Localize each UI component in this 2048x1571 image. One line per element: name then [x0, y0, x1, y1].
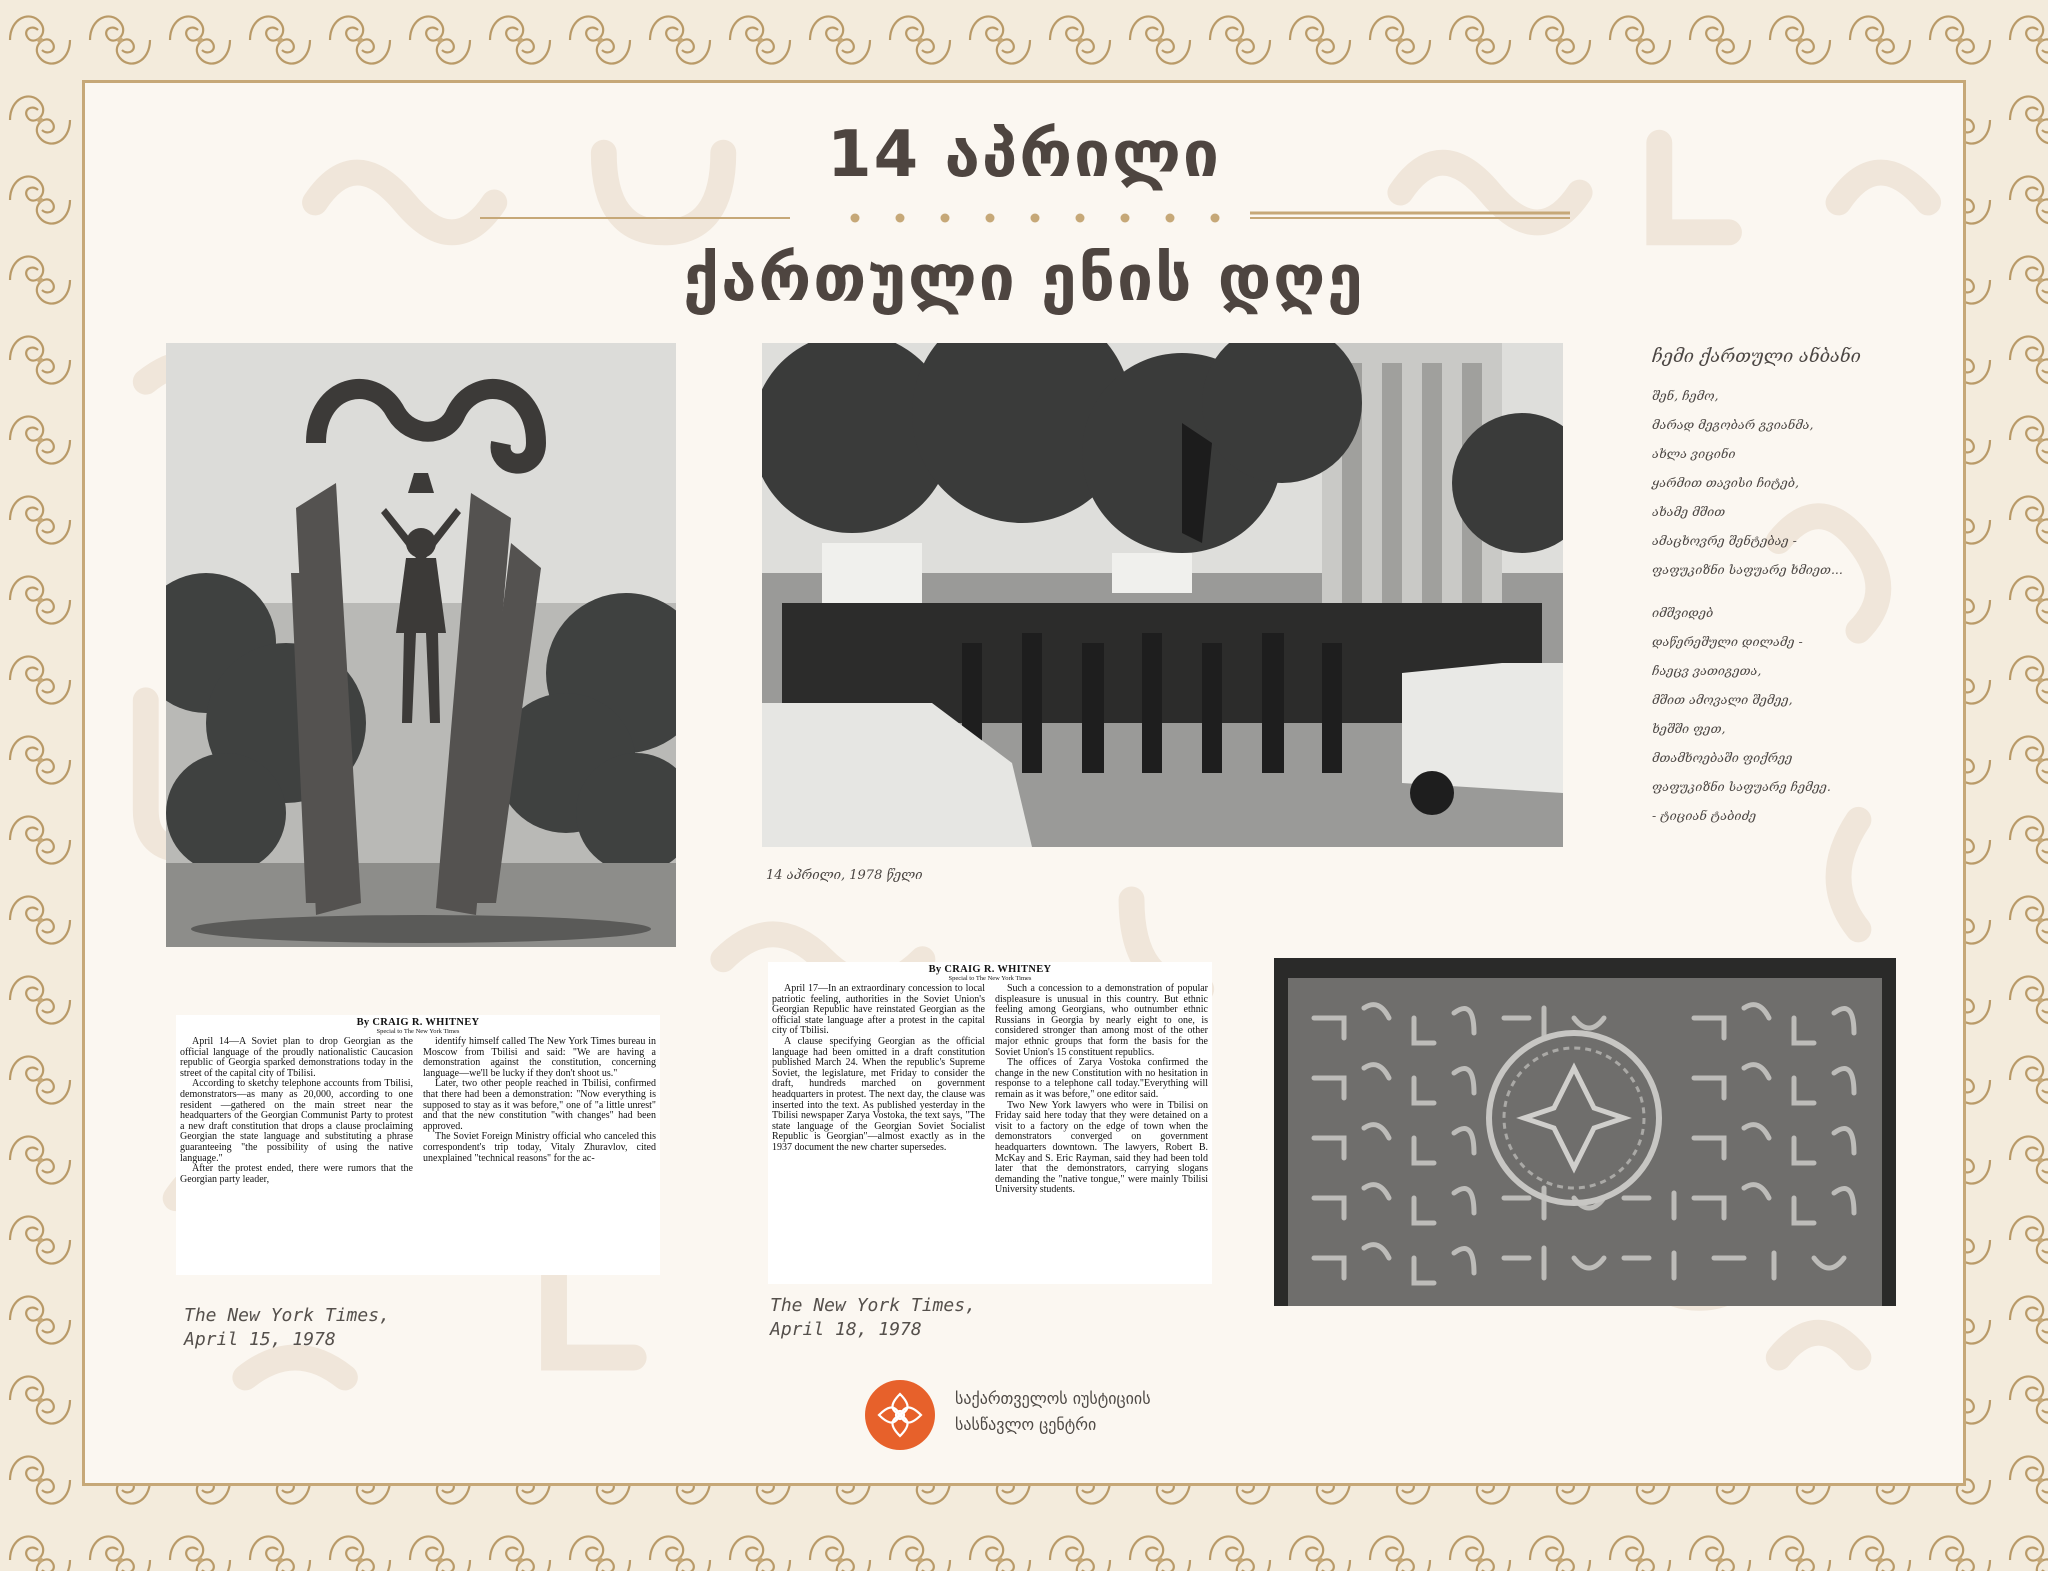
poem-line: მშით ამოვალი შემეე,	[1652, 692, 1793, 707]
org-line: სასწავლო ცენტრი	[955, 1415, 1097, 1434]
page-subtitle: ქართული ენის დღე	[683, 242, 1365, 316]
poem-line: ფაფუკიზნი საფუარე ჩემეე.	[1652, 779, 1831, 794]
inscription-photo	[1274, 958, 1896, 1306]
poem-line: ხეშში ფეთ,	[1652, 721, 1726, 736]
clipping-special: Special to The New York Times	[948, 975, 1032, 982]
poem	[1652, 346, 1912, 830]
clipping-paragraph: The offices of Zarya Vostoka confirmed the change in the new Constitution with no hesitation in response to a telephone call today."Everything will remain as it was before," one editor said.	[995, 1057, 1208, 1100]
poem-line: შენ, ჩემო,	[1652, 388, 1719, 403]
poem-line: მარად მეგობარ გვიანმა,	[1652, 417, 1814, 432]
poem-line: ჩაეცვ ვათიგეთა,	[1652, 663, 1762, 678]
clipping-column	[423, 1037, 656, 1185]
clipping-paragraph: After the protest ended, there were rumors that the Georgian party leader,	[180, 1163, 413, 1185]
clipping-paragraph: According to sketchy telephone accounts from Tbilisi, demonstrators—as many as 20,000, according to one resident —gathered on the main street near the headquarters of the Georgian Communist Party to protest a new draft constitution that drops a clause proclaiming Georgian the state language and substituting a phrase guaranteeing "the possibility of using the native language."	[180, 1078, 413, 1164]
caption-line: April 18, 1978	[770, 1319, 922, 1340]
poem-line: ფაფუკიზნი საფუარე ხმიეთ...	[1652, 562, 1843, 577]
clipping-column	[180, 1037, 413, 1185]
demonstration-image	[762, 343, 1563, 847]
clipping-column	[995, 984, 1208, 1196]
poem-line: იმშვიდებ	[1652, 605, 1714, 620]
clipping-paragraph: A clause specifying Georgian as the official language had been omitted in a draft constitution published March 24. When the republic's Supreme Soviet, the legislature, met Friday to consider the draft, hundreds marched on government headquarters in protest. The next day, the clause was inserted into the text. As published yesterday in the Tbilisi newspaper Zarya Vostoka, the text says, "The state language of the Georgian Soviet Socialist Republic is Georgian"—almost exactly as in the 1937 document the new charter supersedes.	[772, 1035, 985, 1153]
clipping-paragraph: identify himself called The New York Times bureau in Moscow from Tbilisi and said: "We are having a demonstration against the constitution, concerning language—we'll be lucky if they don't shoot us."	[423, 1036, 656, 1079]
clipping-special: Special to The New York Times	[376, 1028, 460, 1035]
clipping-left-caption	[184, 1304, 390, 1352]
clipping-paragraph: April 14—A Soviet plan to drop Georgian as the official language of the proudly nationalistic Caucasion republic of Georgia sparked demonstrations today in the street of the capital city of Tbilisi.	[180, 1036, 413, 1079]
ornament-icon	[865, 1380, 935, 1450]
page-title: 14 აპრილი	[827, 118, 1221, 192]
caption-line: April 15, 1978	[184, 1329, 336, 1350]
demonstration-caption: 14 აპრილი, 1978 წელი	[766, 868, 923, 883]
inscription-image	[1274, 958, 1896, 1306]
title-divider	[480, 208, 1570, 228]
poem-line: დაწერეშული დილამე -	[1652, 634, 1803, 649]
clipping-paragraph: April 17—In an extraordinary concession to local patriotic feeling, authorities in the Soviet Union's Georgian Republic have reinstated Georgian as the official state language after a protest in the capital city of Tbilisi.	[772, 983, 985, 1037]
monument-image	[166, 343, 676, 947]
poem-line: ახლა ვიცინი	[1652, 446, 1736, 461]
org-line: საქართველოს იუსტიციის	[955, 1389, 1151, 1408]
organization-name	[955, 1386, 1151, 1438]
organization-logo	[865, 1380, 935, 1450]
clipping-column	[772, 984, 985, 1196]
clipping-paragraph: Such a concession to a demonstration of popular displeasure is unusual in this country. But ethnic feeling among Georgians, who outnumber ethnic Russians in Georgia by nearly eight to one, is considered stronger than among most of the other major ethnic groups that form the basis for the Soviet Union's 15 constituent republics.	[995, 983, 1208, 1058]
poem-line: ახამე მშით	[1652, 504, 1726, 519]
poem-author: - ტიციან ტაბიძე	[1652, 808, 1757, 823]
clipping-byline: By CRAIG R. WHITNEY	[356, 1017, 480, 1028]
clipping-paragraph: Two New York lawyers who were in Tbilisi on Friday said here today that they were detained on a visit to a factory on the edge of town when the demonstrators converged on government headquarters downtown. The lawyers, Robert B. McKay and S. Eric Rayman, said they had been told later that the demonstrators, carrying slogans demanding the "native tongue," were mainly Tbilisi University students.	[995, 1099, 1208, 1196]
clipping-paragraph: Later, two other people reached in Tbilisi, confirmed that there had been a demonstration: "Now everything is supposed to stay as it was before," one of "a little unrest" and that the new constitution "with changes" had been approved.	[423, 1078, 656, 1132]
clipping-byline: By CRAIG R. WHITNEY	[928, 964, 1052, 975]
monument-photo	[166, 343, 676, 947]
clipping-middle-caption	[770, 1294, 976, 1342]
caption-line: The New York Times,	[770, 1295, 976, 1316]
poem-line: მთამხოებაში ფიქრეე	[1652, 750, 1793, 765]
newspaper-clipping-middle	[768, 962, 1212, 1284]
caption-line: The New York Times,	[184, 1305, 390, 1326]
demonstration-photo	[762, 343, 1563, 847]
clipping-paragraph: The Soviet Foreign Ministry official who canceled this correspondent's trip today, Vitaly Zhuravlov, cited unexplained "technical reasons" for the ac-	[423, 1131, 656, 1164]
poem-line: ყარმით თავისი ჩიტებ,	[1652, 475, 1799, 490]
newspaper-clipping-left	[176, 1015, 660, 1275]
poem-line: ამაცხოვრე შენტებაე -	[1652, 533, 1797, 548]
poem-title: ჩემი ქართული ანბანი	[1652, 346, 1861, 367]
